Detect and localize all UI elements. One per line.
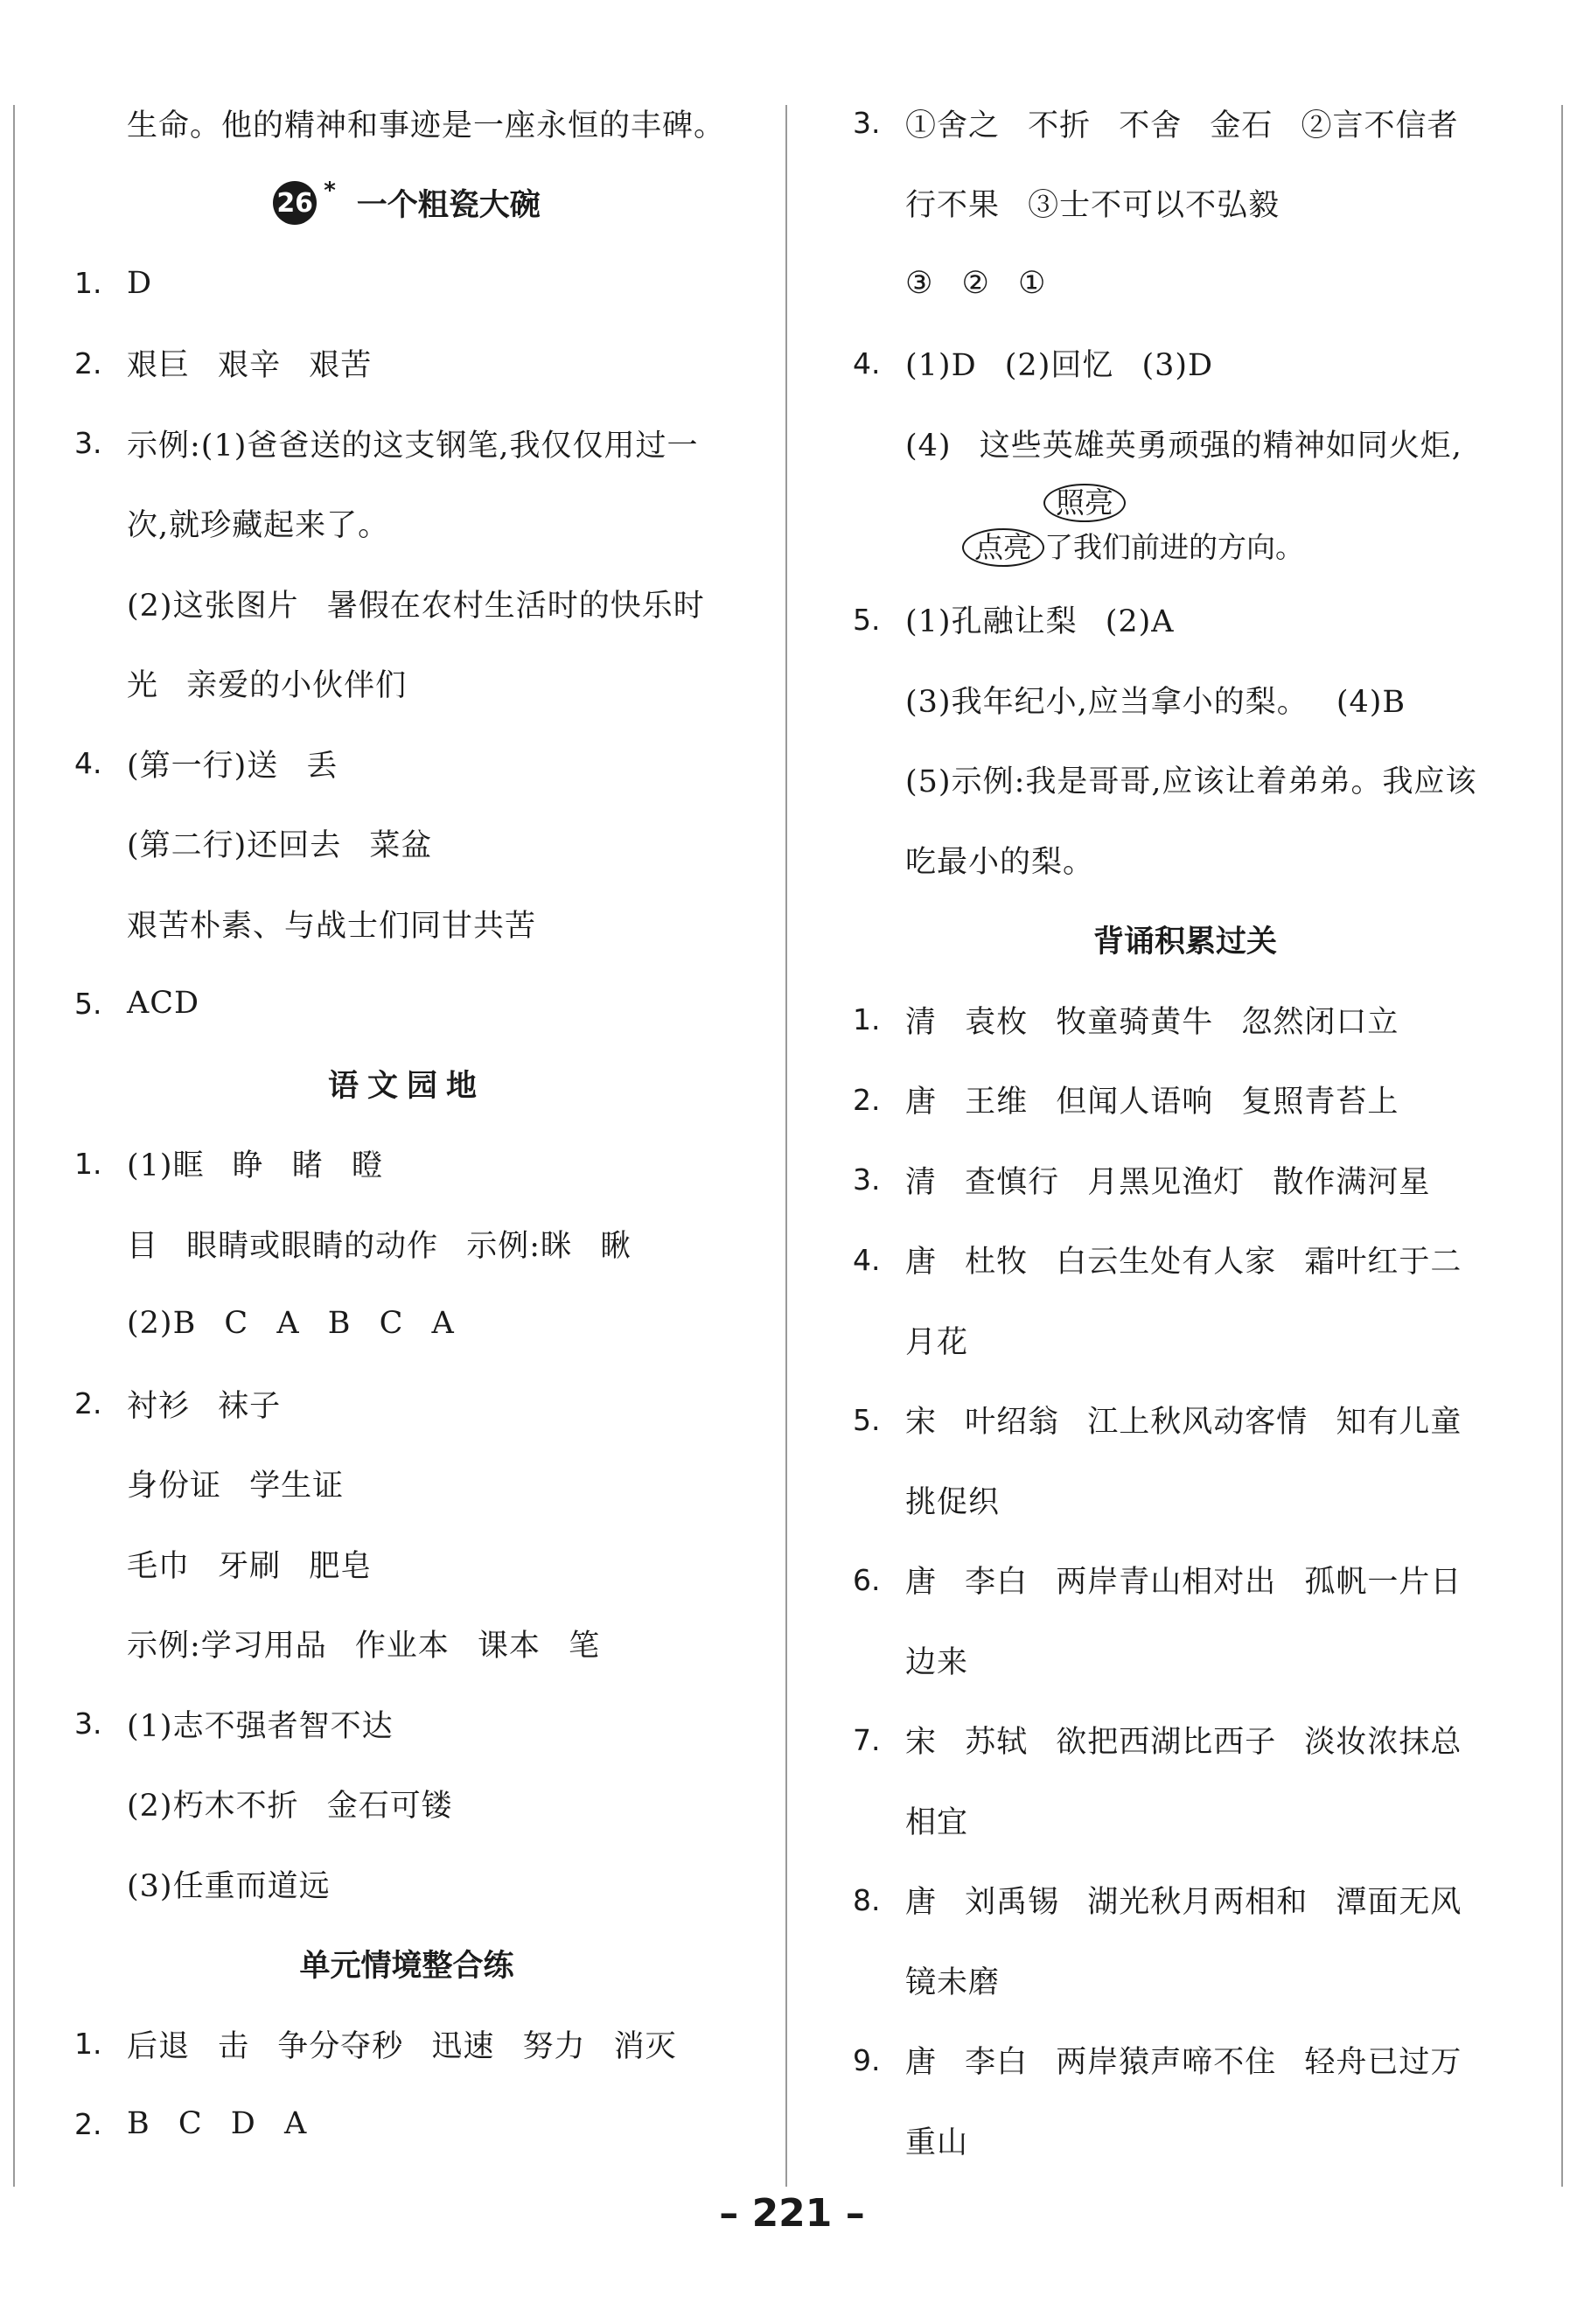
- item-number: 2.: [74, 2106, 102, 2141]
- item-text: 清 袁枚 牧童骑黄牛 忽然闭口立: [905, 1004, 1399, 1040]
- answer-line: [74, 484, 739, 564]
- item-number: 5.: [853, 1402, 881, 1437]
- intro-line: [74, 83, 739, 164]
- yuwen-yuandi-answers: [74, 1124, 739, 1924]
- item-text: (2)朽木不折 金石可镂: [127, 1789, 453, 1825]
- answer-line: [74, 804, 739, 884]
- item-text: 次,就珍藏起来了。: [127, 508, 390, 544]
- answer-line: [853, 740, 1518, 820]
- item-number: 1.: [74, 1146, 102, 1181]
- item-number: 5.: [853, 602, 881, 637]
- answer-line: [853, 1380, 1518, 1461]
- answer-line: [853, 1220, 1518, 1301]
- answer-line: [853, 1780, 1518, 1860]
- item-text: 生命。他的精神和事迹是一座永恒的丰碑。: [127, 108, 726, 143]
- item-text: (2)B C A B C A: [127, 1306, 455, 1342]
- right-answers-part-b: [853, 580, 1518, 900]
- item-text: (1)孔融让梨 (2)A: [905, 604, 1175, 640]
- item-text: 身份证 学生证: [127, 1469, 345, 1504]
- answer-line: [853, 403, 1518, 484]
- item-text: 镜未磨: [905, 1965, 1001, 2000]
- item-number: 3.: [74, 426, 102, 461]
- lesson-26-answers: [74, 243, 739, 1043]
- answer-line: [853, 1860, 1518, 1941]
- lesson-26-heading: [74, 164, 739, 244]
- answer-line: [853, 580, 1518, 660]
- item-text: (1)眶 睁 睹 瞪: [127, 1148, 383, 1184]
- item-text: (3)任重而道远: [127, 1868, 331, 1904]
- answer-line: [853, 1460, 1518, 1540]
- answer-line: [853, 820, 1518, 900]
- answer-line: [853, 1540, 1518, 1621]
- danyuan-heading: 单元情境整合练: [299, 1949, 514, 1985]
- item-number: 8.: [853, 1882, 881, 1917]
- right-column: [853, 83, 1518, 2181]
- answer-line: [853, 1620, 1518, 1700]
- left-column: [74, 83, 739, 2164]
- item-number: 2.: [74, 345, 102, 380]
- item-text: (1)志不强者智不达: [127, 1708, 394, 1744]
- item-text: 示例:学习用品 作业本 课本 笔: [127, 1629, 601, 1664]
- item-number: 3.: [853, 106, 881, 141]
- item-text: 清 查慎行 月黑见渔灯 散作满河星: [905, 1164, 1431, 1200]
- item-text: B C D A: [127, 2106, 308, 2142]
- item-text: ③ ② ①: [905, 265, 1047, 301]
- answer-line: [74, 1844, 739, 1924]
- answer-line: [74, 1444, 739, 1525]
- item-text: 唐 李白 两岸猿声啼不住 轻舟已过万: [905, 2045, 1462, 2081]
- item-text: 唐 刘禹锡 湖光秋月两相和 潭面无风: [905, 1885, 1462, 1921]
- item-number: 2.: [74, 1386, 102, 1421]
- item-text: 艰苦朴素、与战士们同甘共苦: [127, 908, 537, 944]
- item-number: 1.: [853, 1002, 881, 1037]
- item-text: 重山: [905, 2125, 969, 2160]
- answer-line: [74, 1124, 739, 1204]
- answer-line: [74, 2004, 739, 2084]
- item-number: 1.: [74, 266, 102, 301]
- answer-line: [74, 1524, 739, 1604]
- item-number: 4.: [853, 1242, 881, 1277]
- item-text: 挑促织: [905, 1484, 1001, 1520]
- answer-line: [74, 1364, 739, 1444]
- item-number: 9.: [853, 2042, 881, 2077]
- answer-line: [853, 1060, 1518, 1141]
- item-text: 宋 叶绍翁 江上秋风动客情 知有儿童: [905, 1405, 1462, 1441]
- answer-line: [74, 964, 739, 1044]
- item-text: 目 眼睛或眼睛的动作 示例:眯 瞅: [127, 1228, 632, 1264]
- answer-line: [853, 980, 1518, 1060]
- item-text: 月花: [905, 1324, 969, 1360]
- answer-line: [853, 1940, 1518, 2020]
- answer-line: [74, 1764, 739, 1845]
- answer-line: [74, 883, 739, 964]
- beisong-heading: 背诵积累过关: [1092, 925, 1277, 960]
- item-text: (1)D (2)回忆 (3)D: [905, 348, 1214, 384]
- item-text: (4) 这些英雄英勇顽强的精神如同火炬,: [905, 428, 1462, 464]
- item-text: 边来: [905, 1644, 969, 1680]
- item-number: 4.: [853, 345, 881, 380]
- item-text: (第一行)送 丢: [127, 748, 338, 784]
- answer-line: [74, 723, 739, 804]
- item-text: 相宜: [905, 1804, 969, 1840]
- right-answers-part-a: [853, 83, 1518, 484]
- lesson-number-badge: 26: [273, 181, 317, 225]
- answer-line: [74, 1204, 739, 1284]
- item-text: 示例:(1)爸爸送的这支钢笔,我仅仅用过一: [127, 428, 699, 464]
- answer-line: [853, 164, 1518, 244]
- item-text: 光 亲爱的小伙伴们: [127, 668, 408, 704]
- right-margin-rule: [1561, 105, 1563, 2187]
- answer-line: [74, 324, 739, 404]
- answer-line: [853, 83, 1518, 164]
- item-number: 1.: [74, 2027, 102, 2062]
- item-number: 5.: [74, 986, 102, 1021]
- item-text: 衬衫 袜子: [127, 1388, 282, 1424]
- answer-line: [74, 243, 739, 324]
- answer-line: [853, 1300, 1518, 1380]
- item-number: 7.: [853, 1722, 881, 1757]
- item-text: (第二行)还回去 菜盆: [127, 828, 433, 864]
- answer-line: [74, 563, 739, 644]
- item-text: (3)我年纪小,应当拿小的梨。 (4)B: [905, 684, 1406, 720]
- answer-line: [853, 2100, 1518, 2181]
- answer-line: [853, 2020, 1518, 2101]
- answer-line: [74, 1604, 739, 1685]
- optional-star-mark: *: [324, 178, 336, 205]
- item-text: ①舍之 不折 不舍 金石 ②言不信者: [905, 108, 1459, 143]
- item-text: 吃最小的梨。: [905, 844, 1095, 880]
- answer-line: [74, 1684, 739, 1764]
- answer-line: [853, 324, 1518, 404]
- lesson-title: 一个粗瓷大碗: [356, 188, 541, 224]
- answer-line: [853, 1700, 1518, 1781]
- item-number: 6.: [853, 1562, 881, 1597]
- item-text: (2)这张图片 暑假在农村生活时的快乐时: [127, 588, 705, 624]
- inserted-word-circled: 照亮: [1043, 484, 1126, 522]
- answer-line: [74, 2084, 739, 2165]
- beisong-answers: [853, 980, 1518, 2181]
- item-number: 4.: [74, 746, 102, 781]
- answer-line: [853, 243, 1518, 324]
- item-text: 唐 李白 两岸青山相对出 孤帆一片日: [905, 1565, 1462, 1601]
- item-text: 行不果 ③士不可以不弘毅: [905, 188, 1280, 224]
- answer-line: [74, 644, 739, 724]
- item-text: 唐 王维 但闻人语响 复照青苔上: [905, 1085, 1399, 1120]
- left-margin-rule: [13, 105, 15, 2187]
- item-number: 3.: [853, 1162, 881, 1197]
- item-text: (5)示例:我是哥哥,应该让着弟弟。我应该: [905, 764, 1477, 800]
- item-text: 后退 击 争分夺秒 迅速 努力 消灭: [127, 2028, 677, 2064]
- sentence-rest: 了我们前进的方向。: [1044, 529, 1304, 564]
- item-number: 3.: [74, 1706, 102, 1741]
- answer-line: [853, 1140, 1518, 1220]
- answer-line: [74, 1284, 739, 1364]
- item-text: 宋 苏轼 欲把西湖比西子 淡妆浓抹总: [905, 1725, 1462, 1761]
- replaced-word-circled: 点亮: [962, 528, 1044, 567]
- answer-line: [853, 660, 1518, 740]
- danyuan-answers: [74, 2004, 739, 2164]
- column-divider: [785, 105, 787, 2187]
- item-text: 艰巨 艰辛 艰苦: [127, 348, 373, 384]
- item-text: ACD: [127, 986, 200, 1022]
- item-number: 2.: [853, 1082, 881, 1117]
- yuwen-yuandi-heading: 语文园地: [327, 1068, 485, 1104]
- correction-annotation: [853, 484, 1518, 580]
- item-text: 唐 杜牧 白云生处有人家 霜叶红于二: [905, 1245, 1462, 1281]
- item-text: D: [127, 265, 153, 301]
- page-number: – 221 –: [719, 2191, 865, 2236]
- answer-line: [74, 403, 739, 484]
- item-text: 毛巾 牙刷 肥皂: [127, 1548, 373, 1584]
- annotated-sentence: [962, 525, 1304, 567]
